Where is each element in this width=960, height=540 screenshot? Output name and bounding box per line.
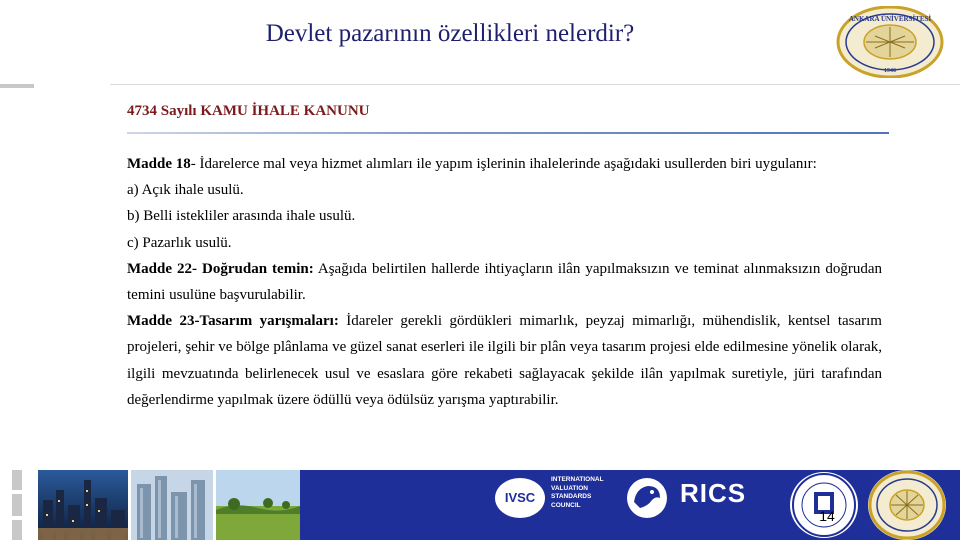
paragraph-madde-22 (127, 256, 882, 308)
ivsc-logo: IVSC (495, 478, 545, 518)
university-seal-bottom-icon (868, 470, 946, 540)
lion-icon (622, 476, 672, 520)
madde-22-text: Aşağıda belirtilen hallerde ihtiyaçların ilân yapılmaksızın ve teminat alınmaksızın doğrudan temini usulüne başvurulabilir. (127, 260, 882, 304)
madde-22-label: Madde 22- Doğrudan temin: (127, 260, 314, 277)
top-rule (110, 84, 960, 85)
page-number: 14 (819, 508, 835, 524)
seal-year: 1946 (884, 68, 896, 74)
content-body (127, 151, 882, 413)
paragraph-madde-23 (127, 308, 882, 413)
subtitle-rule (127, 132, 889, 134)
paragraph-madde-18 (127, 151, 882, 177)
madde-23-label: Madde 23-Tasarım yarışmaları: (127, 313, 339, 330)
subtitle: 4734 Sayılı KAMU İHALE KANUNU (127, 103, 370, 119)
seal-top-text: ANKARA ÜNİVERSİTESİ (848, 15, 932, 23)
towers-photo (131, 470, 213, 540)
page-title: Devlet pazarının özellikleri nelerdir? (265, 20, 635, 47)
madde-18-label: Madde 18 (127, 156, 191, 172)
ivsc-full-name: INTERNATIONAL VALUATION STANDARDS COUNCIL (551, 476, 604, 509)
faculty-seal-icon (790, 472, 858, 538)
item-b: b) Belli istekliler arasında ihale usulü. (127, 208, 356, 225)
item-c: c) Pazarlık usulü. (127, 234, 232, 251)
university-seal-icon (835, 6, 945, 78)
madde-23-text: İdareler gerekli gördükleri mimarlık, peyzaj mimarlığı, mühendislik, kentsel tasarım projeleri, şehir ve bölge plânlama ve güzel sanat eserleri ile ilgili bir plân veya tasarım projesi elde edilmesine yönelik olarak, ilgili mevzuatında belirlenecek usul ve esaslara göre rekabeti sağlayacak şekilde ilân yapılmak suretiyle, jüri tarafından değerlendirme yapılmak üzere ödüllü veya ödülsüz yarışma yaptırabilir. (127, 313, 882, 408)
decorative-bars (0, 470, 34, 540)
rics-logo-text: RICS (680, 478, 747, 508)
top-rule-left (0, 84, 34, 88)
madde-18-text: - İdarelerce mal veya hizmet alımları ile yapım işlerinin ihalelerinde aşağıdaki usullerden biri uygulanır: (190, 156, 817, 172)
city-night-photo (38, 470, 128, 540)
item-a: a) Açık ihale usulü. (127, 182, 244, 199)
field-photo (216, 470, 300, 540)
